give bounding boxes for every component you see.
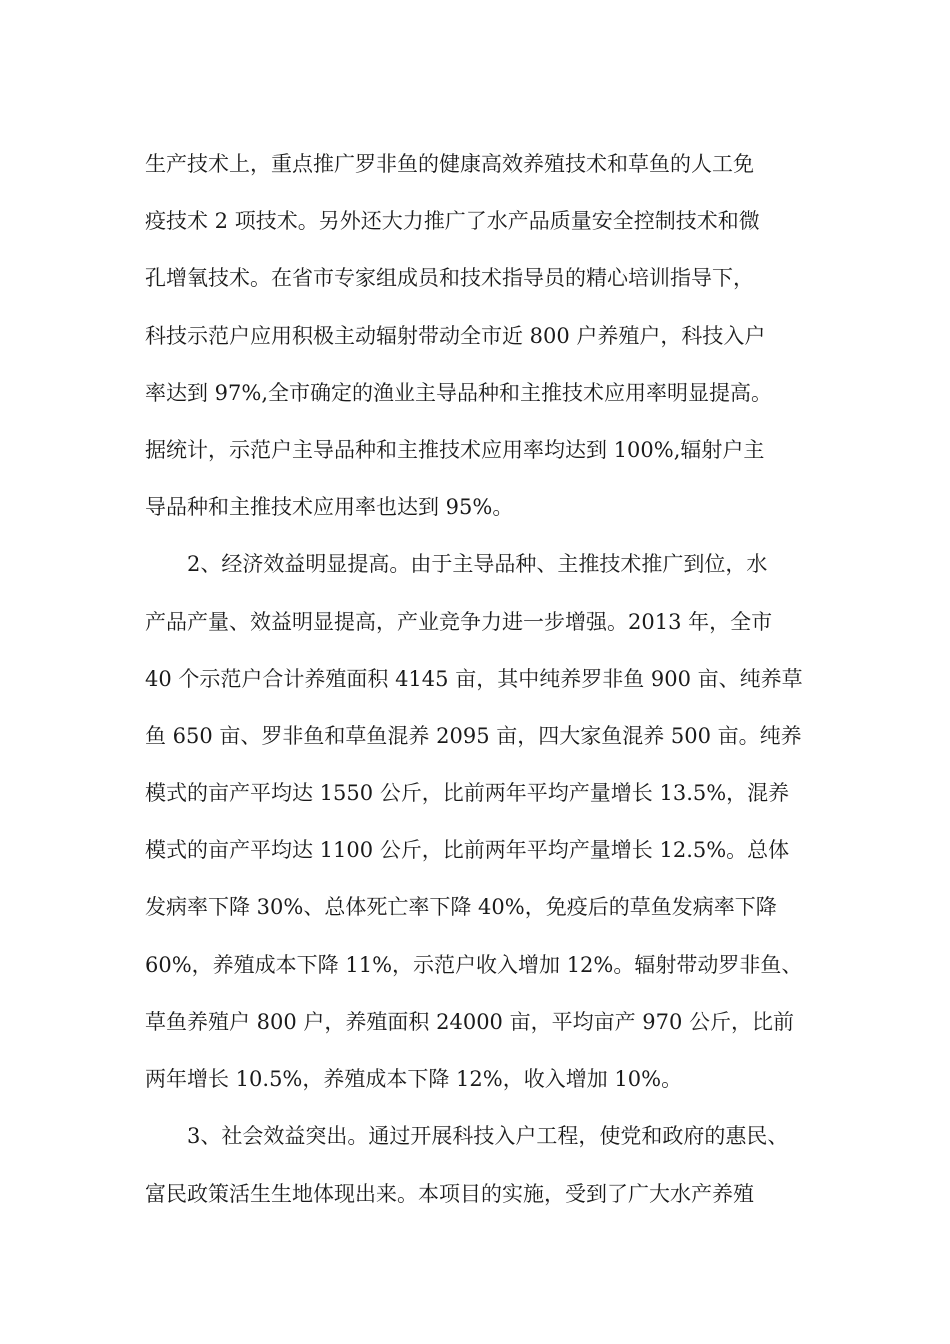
text-line: 发病率下降 30%、总体死亡率下降 40%，免疫后的草鱼发病率下降 xyxy=(145,895,777,919)
text-line: 孔增氧技术。在省市专家组成员和技术指导员的精心培训指导下， xyxy=(145,266,754,290)
text-line: 草鱼养殖户 800 户，养殖面积 24000 亩，平均亩产 970 公斤，比前 xyxy=(145,1010,795,1034)
text-line: 科技示范户应用积极主动辐射带动全市近 800 户养殖户，科技入户 xyxy=(145,324,766,348)
text-line: 据统计，示范户主导品种和主推技术应用率均达到 100%,辐射户主 xyxy=(145,438,765,462)
text-line: 60%，养殖成本下降 11%，示范户收入增加 12%。辐射带动罗非鱼、 xyxy=(145,953,803,977)
text-line: 模式的亩产平均达 1550 公斤，比前两年平均产量增长 13.5%，混养 xyxy=(145,781,790,805)
text-line: 生产技术上，重点推广罗非鱼的健康高效养殖技术和草鱼的人工免 xyxy=(145,152,754,176)
paragraph-heading-economic: 2、经济效益明显提高。由于主导品种、主推技术推广到位，水 xyxy=(187,552,768,576)
paragraph-heading-social: 3、社会效益突出。通过开展科技入户工程，使党和政府的惠民、 xyxy=(187,1124,789,1148)
text-line: 富民政策活生生地体现出来。本项目的实施，受到了广大水产养殖 xyxy=(145,1182,754,1206)
text-line: 鱼 650 亩、罗非鱼和草鱼混养 2095 亩，四大家鱼混养 500 亩。纯养 xyxy=(145,724,802,748)
text-line: 导品种和主推技术应用率也达到 95%。 xyxy=(145,495,514,519)
text-line: 模式的亩产平均达 1100 公斤，比前两年平均产量增长 12.5%。总体 xyxy=(145,838,790,862)
text-line: 产品产量、效益明显提高，产业竞争力进一步增强。2013 年，全市 xyxy=(145,610,773,634)
text-line: 率达到 97%,全市确定的渔业主导品种和主推技术应用率明显提高。 xyxy=(145,381,773,405)
text-line: 两年增长 10.5%，养殖成本下降 12%，收入增加 10%。 xyxy=(145,1067,683,1091)
text-line: 40 个示范户合计养殖面积 4145 亩，其中纯养罗非鱼 900 亩、纯养草 xyxy=(145,667,803,691)
text-line: 疫技术 2 项技术。另外还大力推广了水产品质量安全控制技术和微 xyxy=(145,209,760,233)
